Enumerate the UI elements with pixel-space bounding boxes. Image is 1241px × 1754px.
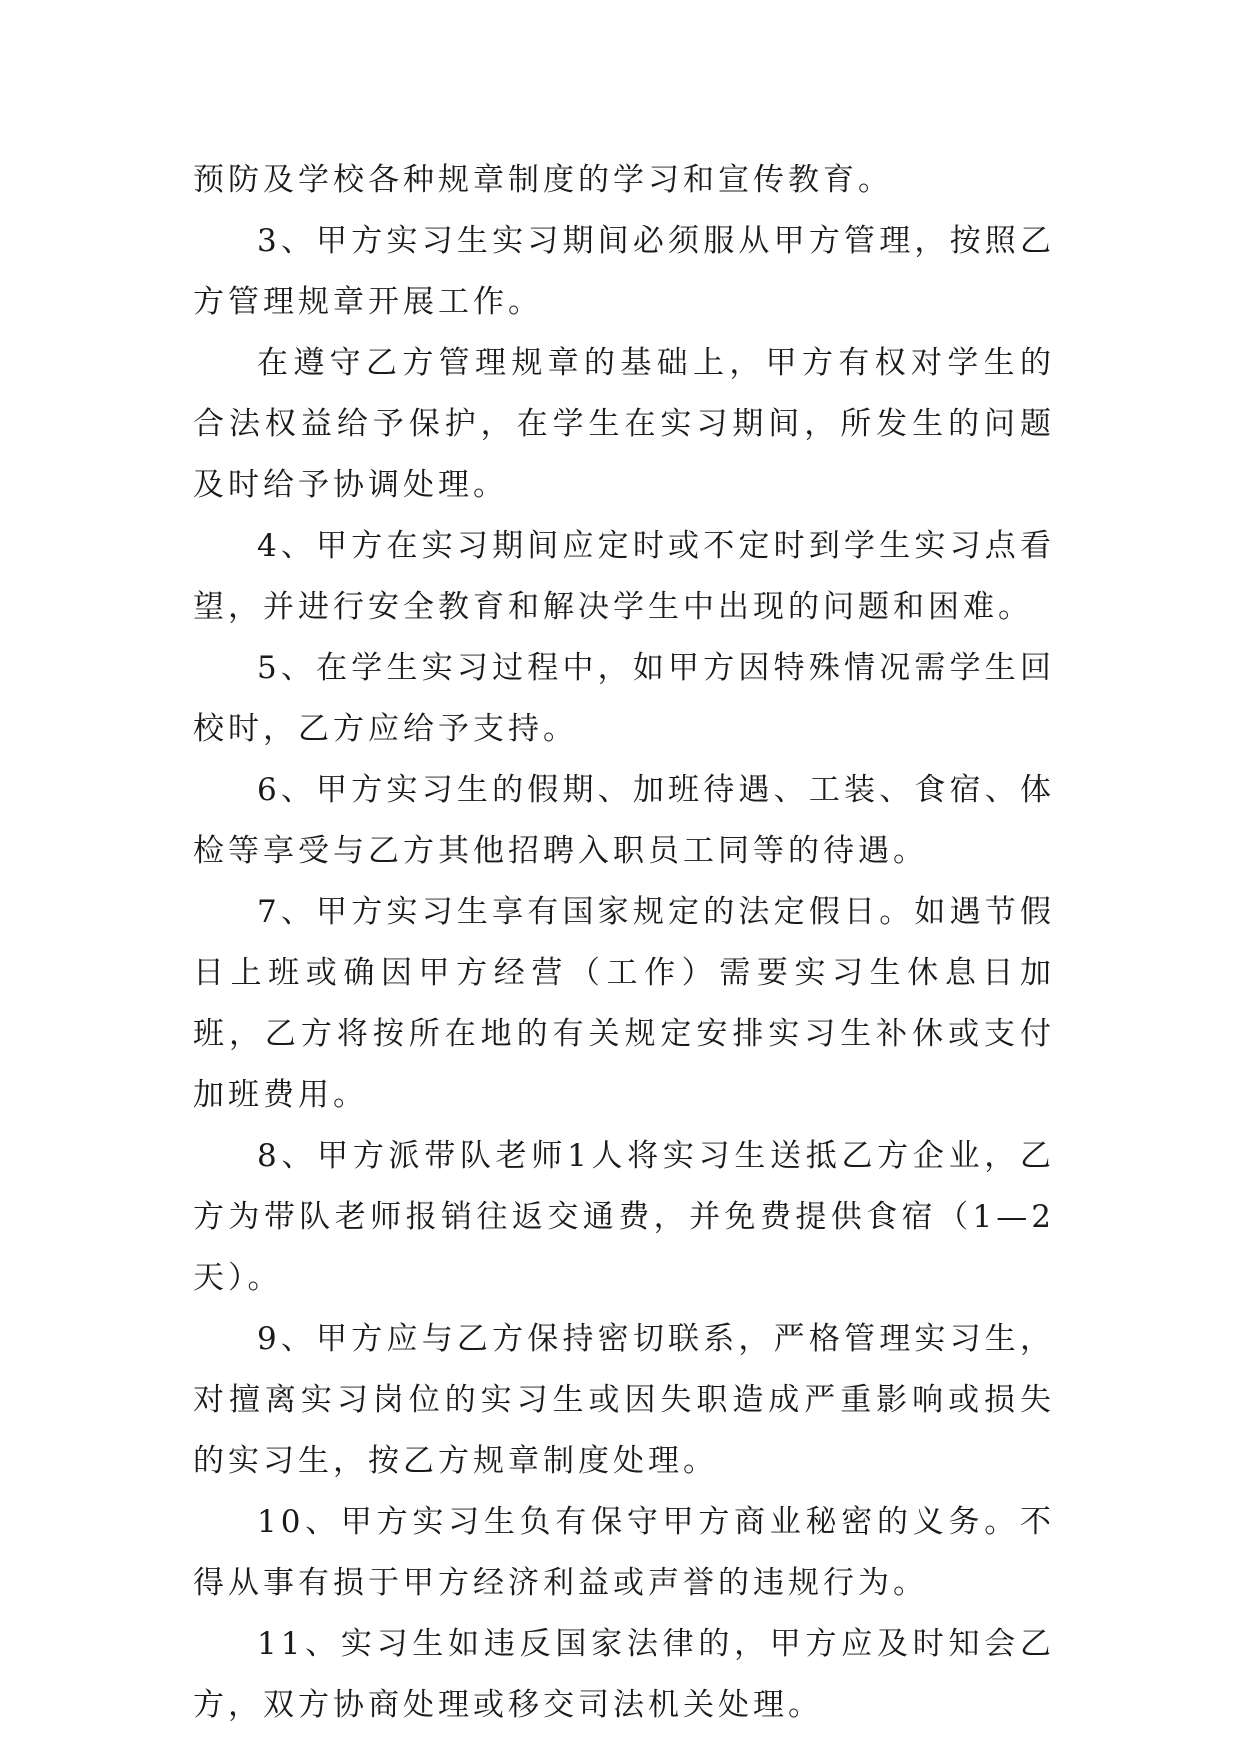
paragraph-clause-5: 5、在学生实习过程中，如甲方因特殊情况需学生回校时，乙方应给予支持。 — [193, 650, 1055, 747]
paragraph-clause-8: 8、甲方派带队老师1人将实习生送抵乙方企业，乙方为带队老师报销往返交通费，并免费提供食宿（1—2天）。 — [193, 1138, 1055, 1296]
document-body — [193, 150, 1055, 1736]
paragraph-rights-protection: 在遵守乙方管理规章的基础上，甲方有权对学生的合法权益给予保护，在学生在实习期间，所发生的问题及时给予协调处理。 — [193, 345, 1055, 503]
paragraph-clause-4: 4、甲方在实习期间应定时或不定时到学生实习点看望，并进行安全教育和解决学生中出现的问题和困难。 — [193, 528, 1055, 625]
paragraph-clause-11: 11、实习生如违反国家法律的，甲方应及时知会乙方，双方协商处理或移交司法机关处理。 — [193, 1626, 1055, 1723]
paragraph-continuation: 预防及学校各种规章制度的学习和宣传教育。 — [193, 162, 893, 198]
paragraph-clause-6: 6、甲方实习生的假期、加班待遇、工装、食宿、体检等享受与乙方其他招聘入职员工同等的待遇。 — [193, 772, 1055, 869]
paragraph-clause-3: 3、甲方实习生实习期间必须服从甲方管理，按照乙方管理规章开展工作。 — [193, 223, 1055, 320]
paragraph-clause-7: 7、甲方实习生享有国家规定的法定假日。如遇节假日上班或确因甲方经营（工作）需要实习生休息日加班，乙方将按所在地的有关规定安排实习生补休或支付加班费用。 — [193, 894, 1055, 1113]
paragraph-clause-9: 9、甲方应与乙方保持密切联系，严格管理实习生，对擅离实习岗位的实习生或因失职造成严重影响或损失的实习生，按乙方规章制度处理。 — [193, 1321, 1055, 1479]
paragraph-clause-10: 10、甲方实习生负有保守甲方商业秘密的义务。不得从事有损于甲方经济利益或声誉的违规行为。 — [193, 1504, 1055, 1601]
